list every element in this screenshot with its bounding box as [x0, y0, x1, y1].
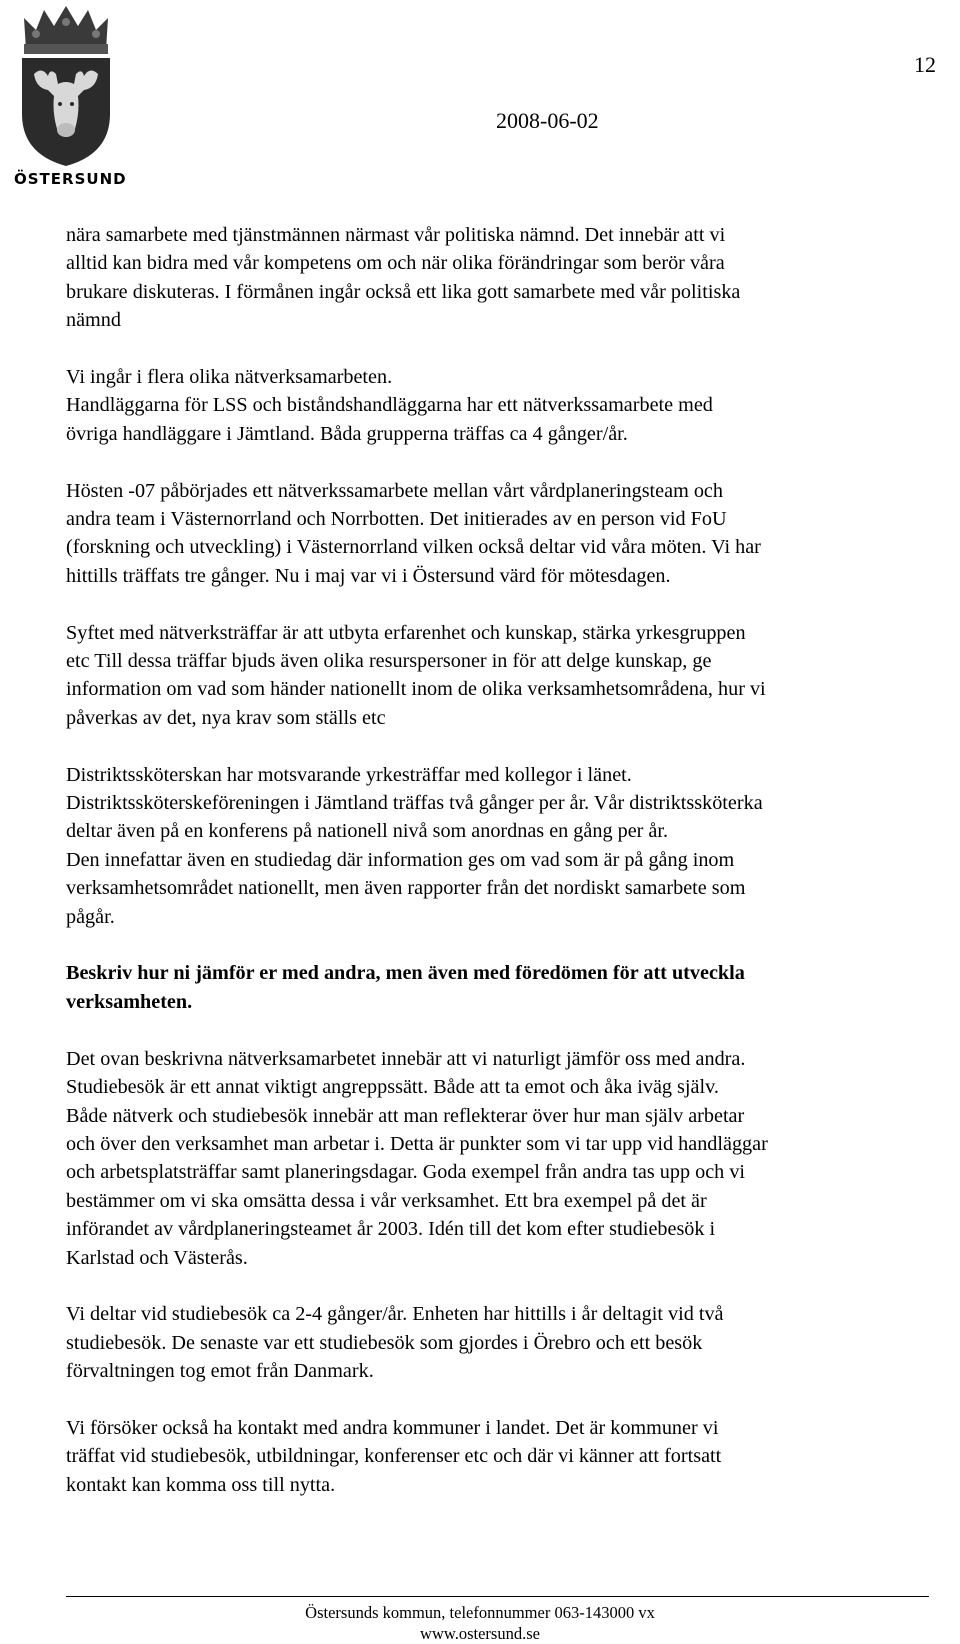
document-body [66, 221, 936, 1528]
moose-shield-icon [14, 4, 118, 169]
paragraph: Det ovan beskrivna nätverksamarbetet innebär att vi naturligt jämför oss med andra. Studiebesök är ett annat viktigt angreppssätt. Både att ta emot och åka iväg själv. Både nätverk och studiebesök innebär att man reflekterar över hur man själv arbetar och över den verksamhet man arbetar i. Detta är punkter som vi tar upp vid handläggar och arbetsplatsträffar samt planeringsdagar. Goda exempel från andra tas upp och vi bestämmer om vi ska omsätta dessa i vår verksamhet. Ett bra exempel på det är införandet av vårdplaneringsteamet år 2003. Idén till det kom efter studiebesök i Karlstad och Västerås. [66, 1047, 768, 1269]
page-footer [0, 1602, 960, 1644]
footer-website: www.ostersund.se [420, 1624, 540, 1643]
section-heading: Beskriv hur ni jämför er med andra, men även med föredömen för att utveckla verksamheten. [66, 962, 745, 1013]
paragraph: Distriktssköterskan har motsvarande yrkesträffar med kollegor i länet. Distriktssköterskeföreningen i Jämtland träffas två gånger per år. Vår distriktssköterka deltar även på en konferens på nationell nivå som anordnas en gång per år. [66, 763, 763, 843]
paragraph: nära samarbete med tjänstmännen närmast vår politiska nämnd. Det innebär att vi alltid kan bidra med vår kompetens om och när olika förändringar som berör våra brukare diskuteras. I förmånen ingår också ett lika gott samarbete med vår politiska nämnd [66, 224, 741, 332]
footer-contact: Östersunds kommun, telefonnummer 063-143000 vx [305, 1603, 655, 1622]
paragraph: Syftet med nätverksträffar är att utbyta erfarenhet och kunskap, stärka yrkesgruppen etc Till dessa träffar bjuds även olika resurspersoner in för att delge kunskap, ge information om vad som händer nationellt inom de olika verksamhetsområdena, hur vi påverkas av det, nya krav som ställs etc [66, 621, 766, 729]
logo-wordmark: ÖSTERSUND [14, 170, 127, 188]
paragraph: Vi deltar vid studiebesök ca 2-4 gånger/år. Enheten har hittills i år deltagit vid två studiebesök. De senaste var ett studiebesök som gjordes i Örebro och ett besök förvaltningen tog emot från Danmark. [66, 1303, 724, 1383]
footer-divider [66, 1596, 929, 1597]
document-date: 2008-06-02 [496, 108, 599, 133]
ostersund-coat-of-arms-logo [14, 4, 127, 194]
paragraph: Vi försöker också ha kontakt med andra kommuner i landet. Det är kommuner vi träffat vid studiebesök, utbildningar, konferenser etc och där vi känner att fortsatt kontakt kan komma oss till nytta. [66, 1416, 722, 1496]
page-number: 12 [914, 52, 936, 77]
paragraph: Hösten -07 påbörjades ett nätverkssamarbete mellan vårt vårdplaneringsteam och andra team i Västernorrland och Norrbotten. Det initierades av en person vid FoU (forskning och utveckling) i Västernorrland vilken också deltar vid våra möten. Vi har hittills träffats tre gånger. Nu i maj var vi i Östersund värd för mötesdagen. [66, 479, 761, 587]
paragraph: Den innefattar även en studiedag där information ges om vad som är på gång inom verksamhetsområdet nationellt, men även rapporter från det nordiskt samarbete som pågår. [66, 848, 746, 928]
paragraph: Vi ingår i flera olika nätverksamarbeten. Handläggarna för LSS och biståndshandläggarna har ett nätverkssamarbete med övriga handläggare i Jämtland. Båda grupperna träffas ca 4 gånger/år. [66, 366, 713, 445]
